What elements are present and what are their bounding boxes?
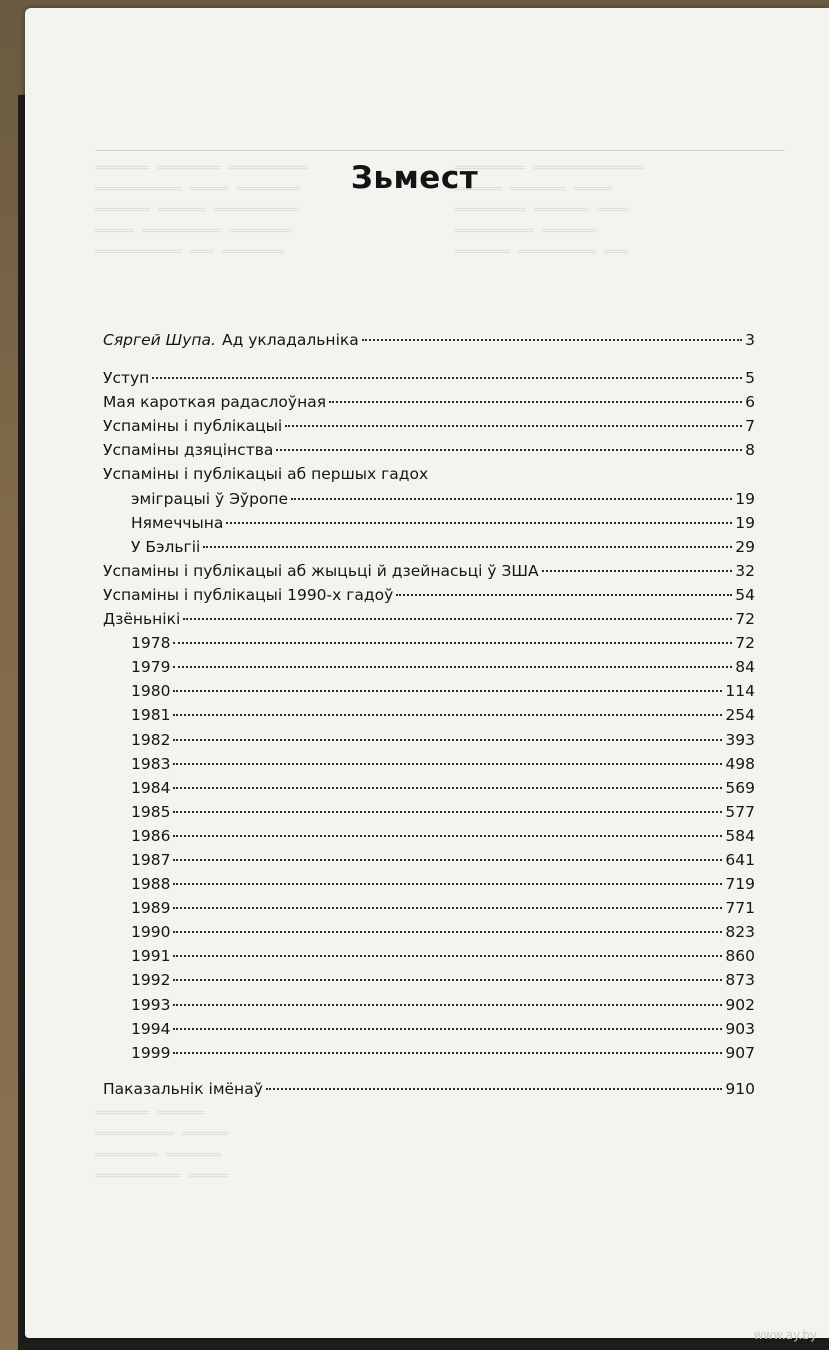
toc-entry-title: 1980	[131, 682, 171, 701]
toc-entry-page-number: 19	[735, 489, 755, 508]
dot-leader	[173, 834, 722, 837]
toc-entry-title: 1979	[131, 658, 171, 677]
dot-leader	[173, 762, 722, 765]
toc-entry-page-number: 823	[725, 923, 755, 942]
dot-leader	[266, 1087, 723, 1090]
toc-entry	[103, 703, 755, 727]
dot-leader	[173, 810, 722, 813]
toc-entry-page-number: 72	[735, 634, 755, 653]
dot-leader	[291, 497, 732, 500]
bleed-through-text-bottom: ═══════ ══════ ══════════ ══════ ════════ ═══════ ═══════════ ═════	[95, 1106, 229, 1184]
watermark: www.ay.by	[753, 1328, 817, 1342]
toc-entry	[103, 1017, 755, 1041]
toc-entry	[103, 944, 755, 968]
toc-entry-title: Ад укладальніка	[221, 331, 359, 349]
toc-entry-page-number: 641	[725, 850, 755, 869]
toc-entry-title: Мая кароткая радаслоўная	[103, 393, 327, 412]
bleed-through-rule	[95, 150, 785, 151]
toc-entry-title: 1984	[131, 778, 171, 797]
toc-entry-page-number: 771	[725, 899, 755, 918]
toc-entry-title: 1988	[131, 875, 171, 894]
toc-entry-title: 1986	[131, 826, 171, 845]
toc-entry	[103, 968, 755, 992]
toc-entry-title: 1992	[131, 971, 171, 990]
toc-entry-author: Сяргей Шупа.	[103, 331, 216, 349]
toc-entry-page-number: 569	[725, 778, 755, 797]
dot-leader	[152, 376, 742, 379]
toc-entry	[103, 511, 755, 535]
toc-entry	[103, 848, 755, 872]
toc-entry-title: 1991	[131, 947, 171, 966]
dot-leader	[173, 1027, 722, 1030]
dot-leader	[173, 954, 722, 957]
dot-leader	[183, 617, 732, 620]
toc-entry	[103, 872, 755, 896]
toc-entry-page-number: 6	[745, 393, 755, 412]
dot-leader	[329, 400, 742, 403]
dot-leader	[203, 545, 732, 548]
toc-entry-page-number: 114	[725, 682, 755, 701]
dot-leader	[173, 1051, 722, 1054]
toc-entry	[103, 728, 755, 752]
toc-entry-title: 1982	[131, 730, 171, 749]
dot-leader	[173, 665, 732, 668]
toc-entry-page-number: 8	[745, 441, 755, 460]
toc-entry	[103, 559, 755, 583]
toc-entry-title: 1993	[131, 995, 171, 1014]
toc-entry-title: Успаміны і публікацыі 1990-х гадоў	[103, 585, 394, 604]
toc-entry	[103, 583, 755, 607]
dot-leader	[173, 713, 722, 716]
dot-leader	[173, 858, 722, 861]
toc-entry-title: 1983	[131, 754, 171, 773]
toc-entry-page-number: 32	[735, 561, 755, 580]
toc-entry-title: 1987	[131, 850, 171, 869]
toc-entry-page-number: 498	[725, 754, 755, 773]
toc-entry-page-number: 393	[725, 730, 755, 749]
toc-entry-title: Нямеччына	[131, 513, 224, 532]
toc-entry-title: Успаміны дзяцінства	[103, 441, 274, 460]
toc-entry-page-number: 19	[735, 513, 755, 532]
toc-entry-title: 1978	[131, 634, 171, 653]
toc-entry-page-number: 577	[725, 802, 755, 821]
toc-entry-title: 1985	[131, 802, 171, 821]
bleed-through-text-left: ═══════ ════════ ══════════ ═══════════ ═════ ════════ ═══════ ══════ ═══════════ ═════ ══════════ ════════ ═══════════ ═══ ════════	[95, 161, 308, 260]
dot-leader	[173, 689, 722, 692]
toc-entry-title: 1999	[131, 1043, 171, 1062]
dot-leader	[173, 738, 722, 741]
dot-leader	[173, 882, 722, 885]
toc-entry-page-number: 54	[735, 585, 755, 604]
toc-entry	[103, 535, 755, 559]
toc-entry	[103, 366, 755, 390]
toc-entry-page-number: 903	[725, 1019, 755, 1038]
dot-leader	[226, 521, 732, 524]
toc-entry	[103, 752, 755, 776]
toc-entry	[103, 390, 755, 414]
dot-leader	[173, 641, 732, 644]
toc-entry-title: Дзёньнікі	[103, 610, 181, 629]
toc-entry-title: Успаміны і публікацыі	[103, 417, 283, 436]
toc-entry-title: Паказальнік імёнаў	[103, 1079, 263, 1098]
toc-entry-title: эміграцыі ў Эўропе	[131, 489, 289, 508]
toc-entry-page-number: 910	[725, 1079, 755, 1098]
toc-entry-page-number: 907	[725, 1043, 755, 1062]
toc-entry	[103, 607, 755, 631]
toc-entry-page-number: 3	[745, 331, 755, 349]
toc-entry	[103, 414, 755, 438]
dot-leader	[173, 978, 722, 981]
toc-entry-page-number: 719	[725, 875, 755, 894]
toc-entry	[103, 679, 755, 703]
toc-entry-page-number: 72	[735, 610, 755, 629]
toc-entry-page-number: 860	[725, 947, 755, 966]
toc-entry-page-number: 29	[735, 537, 755, 556]
toc-entry-page-number: 7	[745, 417, 755, 436]
toc-entry	[103, 993, 755, 1017]
dot-leader	[276, 448, 742, 451]
toc-entry-title: 1990	[131, 923, 171, 942]
toc-entry	[103, 896, 755, 920]
toc-entry	[103, 776, 755, 800]
toc-entry	[103, 487, 755, 511]
toc-entry-page-number: 584	[725, 826, 755, 845]
toc-entry-title: 1981	[131, 706, 171, 725]
toc-entry	[103, 328, 755, 352]
toc-entry	[103, 800, 755, 824]
toc-entry-page-number: 902	[725, 995, 755, 1014]
dot-leader	[285, 424, 742, 427]
toc-entry	[103, 824, 755, 848]
bleed-through-text-right: ═════════ ══════════════ ══════ ═══════ ═════ ═════════ ═══════ ════ ══════════ ═══════ ═══════ ══════════ ═══	[455, 161, 644, 260]
toc-entry-page-number: 5	[745, 369, 755, 388]
toc-entry-title: Уступ	[103, 369, 150, 388]
dot-leader	[542, 569, 733, 572]
toc-entry	[103, 920, 755, 944]
toc-entry	[103, 655, 755, 679]
toc-entry-page-number: 254	[725, 706, 755, 725]
toc-entry	[103, 438, 755, 462]
toc-entry	[103, 631, 755, 655]
dot-leader	[173, 930, 722, 933]
dot-leader	[362, 338, 742, 341]
toc-entry-page-number: 84	[735, 658, 755, 677]
page-title: Зьмест	[350, 160, 479, 196]
toc-entry-title: 1989	[131, 899, 171, 918]
dot-leader	[173, 906, 722, 909]
toc-entry-title: Успаміны і публікацыі аб першых гадох	[103, 465, 429, 484]
toc-entry	[103, 1077, 755, 1101]
dot-leader	[173, 786, 722, 789]
dot-leader	[173, 1003, 722, 1006]
toc-entry-title: Успаміны і публікацыі аб жыцьці й дзейнасьці ў ЗША	[103, 561, 539, 580]
toc-entry	[103, 462, 755, 486]
toc-entry-title: 1994	[131, 1019, 171, 1038]
dot-leader	[396, 593, 732, 596]
toc-entry-page-number: 873	[725, 971, 755, 990]
toc-entry	[103, 1041, 755, 1065]
table-of-contents	[103, 328, 755, 1101]
toc-entry-title: У Бэльгіі	[131, 537, 201, 556]
